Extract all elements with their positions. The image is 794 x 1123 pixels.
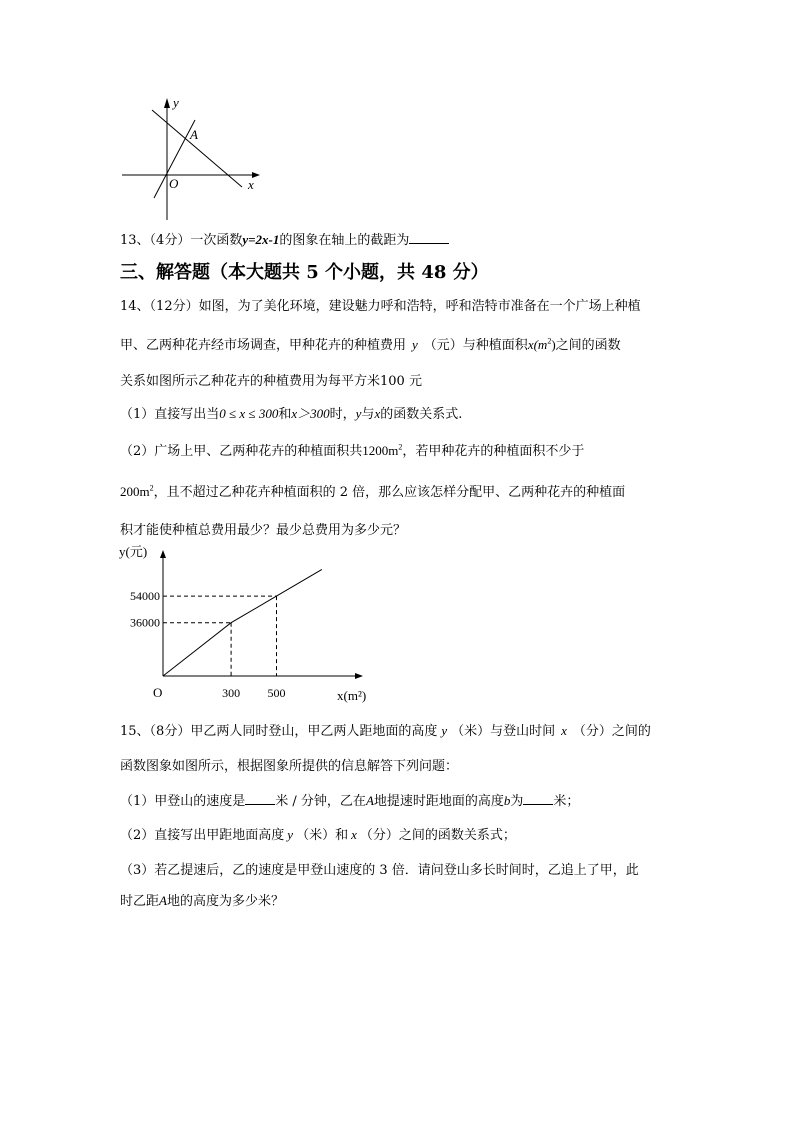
q15-p1-b-var: b xyxy=(503,793,511,808)
q14-p1-y: y xyxy=(355,406,362,421)
q15-part-2 xyxy=(120,826,516,845)
chart-origin-label: O xyxy=(153,685,163,700)
q13-function: y=2x-1 xyxy=(242,232,280,247)
q15-p1-a: （1）甲登山的速度是 xyxy=(120,794,246,809)
q15-p2-b: （米）和 xyxy=(296,828,349,843)
q15-p3-c: 地的高度为多少米？ xyxy=(166,894,284,909)
q14-line-1: 14、（12分）如图，为了美化环境，建设魅力呼和浩特，呼和浩特市准备在一个广场上种植 xyxy=(120,299,641,314)
q14-var-x: x(m xyxy=(527,337,548,352)
q15-line-1b: （米）与登山时间 xyxy=(451,724,556,739)
coordinate-graph xyxy=(110,92,270,222)
q14-area-2-exp: 2 xyxy=(149,483,154,493)
q14-part-2-line-1 xyxy=(120,442,584,461)
q14-area-2: 200m xyxy=(120,484,150,499)
q14-part-1 xyxy=(120,405,462,424)
q14-line-2c: )之间的函数 xyxy=(551,337,621,352)
q14-part-2-line-2 xyxy=(120,483,625,502)
q14-exp: 2 xyxy=(547,336,552,346)
q14-p2-b: ，若甲种花卉的种植面积不少于 xyxy=(402,444,585,459)
q15-var-x: x xyxy=(561,723,567,738)
q15-height-blank[interactable] xyxy=(523,790,553,805)
q14-part-2-line-3: 积才能使种植总费用最少？最少总费用为多少元？ xyxy=(120,523,407,538)
x-tick-500: 500 xyxy=(267,686,286,700)
q14-cond-1: 0 ≤ x ≤ 300 xyxy=(219,406,279,421)
q14-line-2b: （元）与种植面积 xyxy=(423,338,528,353)
q15-p1-e: 米； xyxy=(553,794,580,809)
q15-p3-b: 时乙距 xyxy=(120,894,160,909)
x-tick-300: 300 xyxy=(222,686,241,700)
q15-var-y: y xyxy=(441,723,448,738)
section-3-title: 三、解答题（本大题共 5 个小题，共 48 分） xyxy=(120,262,489,283)
q14-p1-x: x xyxy=(374,406,381,421)
q13-prefix: 13、（4分）一次函数 xyxy=(120,233,243,248)
q15-p1-c: 地提速时距地面的高度 xyxy=(373,794,504,809)
q13-answer-blank[interactable] xyxy=(409,229,449,244)
q14-p1-and: 和 xyxy=(278,407,292,422)
q15-speed-blank[interactable] xyxy=(245,790,275,805)
q14-area: 1200m xyxy=(362,443,399,458)
y-tick-54000: 54000 xyxy=(130,589,160,604)
q15-line-1a: 15、（8分）甲乙两人同时登山，甲乙两人距地面的高度 xyxy=(120,724,438,739)
q14-var-y: y xyxy=(412,337,418,352)
y-tick-36000: 36000 xyxy=(130,615,160,630)
q15-line-1 xyxy=(120,722,651,741)
q13-suffix: 的图象在轴上的截距为 xyxy=(279,233,410,248)
q14-line-2 xyxy=(120,336,621,355)
origin-label: O xyxy=(169,176,179,191)
q14-p1-end: 的函数关系式. xyxy=(380,407,463,422)
q14-p2-c: ，且不超过乙种花卉种植面积的 2 倍，那么应该怎样分配甲、乙两种花卉的种植面 xyxy=(153,485,626,500)
chart-x-label: x(m²) xyxy=(337,688,367,703)
q14-p1-when: 时， xyxy=(329,407,356,422)
q15-p1-b: 米 / 分钟，乙在 xyxy=(275,794,366,809)
q15-part-1 xyxy=(120,790,579,811)
q14-cond-2: x＞300 xyxy=(291,406,330,421)
q14-p2-a: （2）广场上甲、乙两种花卉的种植面积共 xyxy=(120,444,363,459)
cost-chart xyxy=(115,540,395,710)
y-axis-arrow-icon xyxy=(164,98,170,108)
q14-area-exp: 2 xyxy=(398,442,403,452)
chart-x-arrow-icon xyxy=(355,673,363,679)
q15-p3-point-a: A xyxy=(159,893,167,908)
q15-p2-c: （分）之间的函数关系式； xyxy=(359,828,516,843)
chart-y-arrow-icon xyxy=(160,550,166,558)
q15-p1-point-a: A xyxy=(365,793,374,808)
question-13 xyxy=(120,229,449,250)
q15-line-1c: （分）之间的 xyxy=(572,724,651,739)
q15-line-2: 函数图象如图所示，根据图象所提供的信息解答下列问题： xyxy=(120,759,459,774)
q15-p2-a: （2）直接写出甲距地面高度 xyxy=(120,828,285,843)
chart-y-label: y(元) xyxy=(119,544,148,559)
q15-p2-y: y xyxy=(287,827,294,842)
q14-line-3: 关系如图所示乙种花卉的种植费用为每平方米100 元 xyxy=(120,374,422,389)
q14-p1-with: 与 xyxy=(361,407,375,422)
q14-line-2a: 甲、乙两种花卉经市场调查，甲种花卉的种植费用 xyxy=(120,338,407,353)
q15-p1-d: 为 xyxy=(510,794,524,809)
y-axis-label: y xyxy=(173,95,179,110)
q15-p2-x: x xyxy=(351,827,357,842)
q15-part-3-line-2 xyxy=(120,892,284,911)
q14-p1-label: （1）直接写出当 xyxy=(120,407,220,422)
q15-part-3-line-1: （3）若乙提速后，乙的速度是甲登山速度的 3 倍．请问登山多长时间时，乙追上了甲，此 xyxy=(120,863,639,878)
point-a-label: A xyxy=(190,127,198,142)
x-axis-label: x xyxy=(248,177,254,192)
